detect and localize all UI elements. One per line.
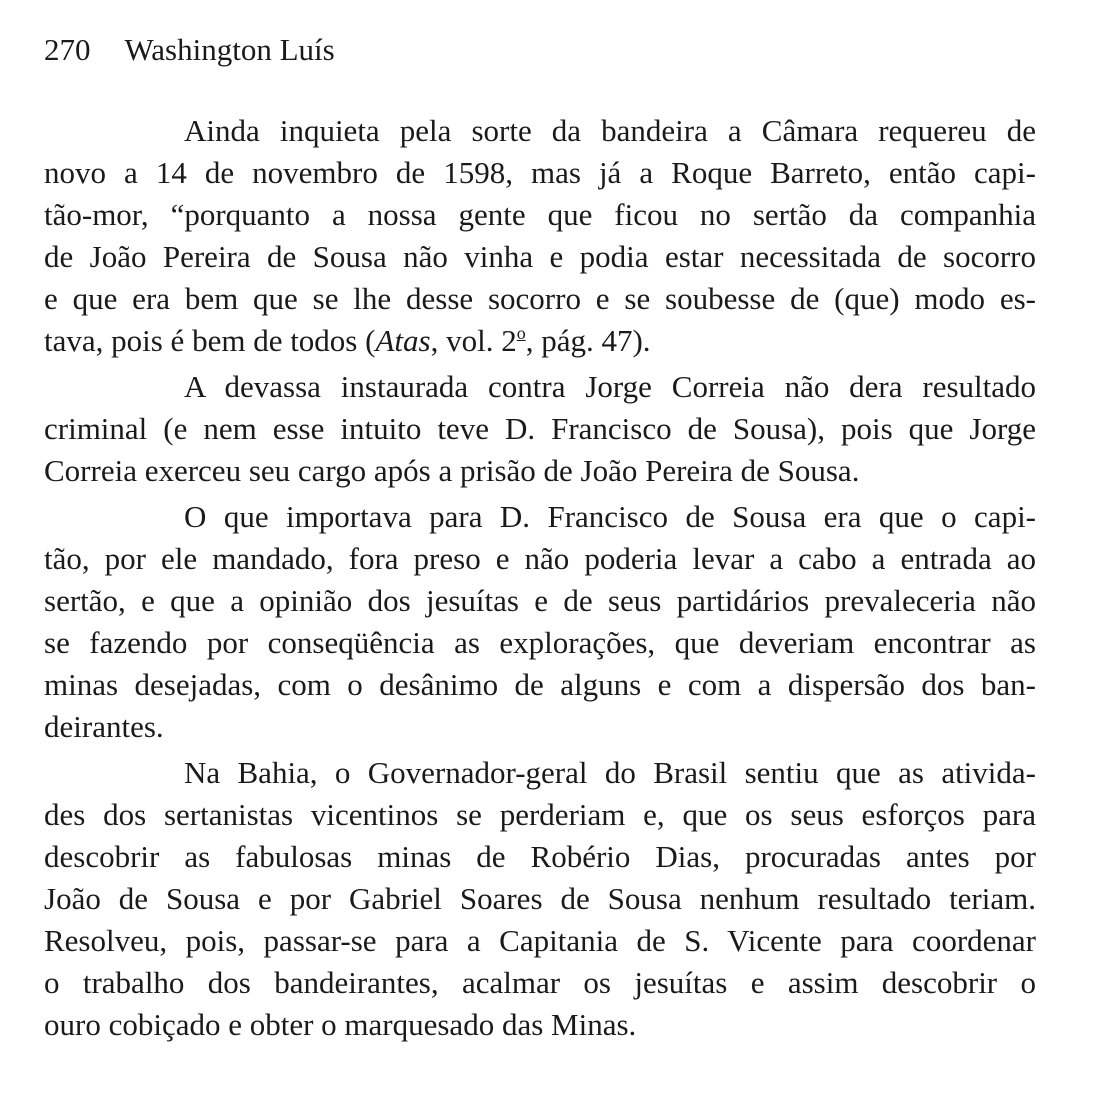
text-line-citation <box>44 320 1036 362</box>
text-line: novo a 14 de novembro de 1598, mas já a Roque Barreto, então capi- <box>44 155 1036 190</box>
running-head <box>44 30 335 70</box>
page-number: 270 <box>44 32 91 67</box>
text-line: de João Pereira de Sousa não vinha e podia estar necessitada de socorro <box>44 239 1036 274</box>
text-line: sertão, e que a opinião dos jesuítas e de seus partidários prevaleceria não <box>44 583 1036 618</box>
text-line: e que era bem que se lhe desse socorro e se soubesse de (que) modo es- <box>44 281 1036 316</box>
ordinal-superscript: o <box>516 323 526 343</box>
running-title: Washington Luís <box>124 32 335 67</box>
text-line: O que importava para D. Francisco de Sousa era que o capi- <box>184 499 1036 534</box>
text-line: João de Sousa e por Gabriel Soares de Sousa nenhum resultado teriam. <box>44 881 1036 916</box>
text-line: se fazendo por conseqüência as explorações, que deveriam encontrar as <box>44 625 1036 660</box>
citation-text-middle: , vol. 2 <box>430 323 517 358</box>
paragraph-2 <box>44 366 1036 492</box>
text-line: A devassa instaurada contra Jorge Correia não dera resultado <box>184 369 1036 404</box>
text-line: o trabalho dos bandeirantes, acalmar os jesuítas e assim descobrir o <box>44 965 1036 1000</box>
text-line: criminal (e nem esse intuito teve D. Francisco de Sousa), pois que Jorge <box>44 411 1036 446</box>
citation-text-before: tava, pois é bem de todos ( <box>44 323 376 358</box>
text-line: Na Bahia, o Governador-geral do Brasil sentiu que as ativida- <box>184 755 1036 790</box>
paragraph-1 <box>44 110 1036 362</box>
text-line: ouro cobiçado e obter o marquesado das Minas. <box>44 1007 637 1042</box>
text-line: Ainda inquieta pela sorte da bandeira a Câmara requereu de <box>184 113 1036 148</box>
text-line: tão, por ele mandado, fora preso e não poderia levar a cabo a entrada ao <box>44 541 1036 576</box>
citation-text-after: , pág. 47). <box>525 323 651 358</box>
text-line: Resolveu, pois, passar-se para a Capitania de S. Vicente para coordenar <box>44 923 1036 958</box>
text-line: Correia exerceu seu cargo após a prisão de João Pereira de Sousa. <box>44 453 860 488</box>
text-line: des dos sertanistas vicentinos se perderiam e, que os seus esforços para <box>44 797 1036 832</box>
text-line: deirantes. <box>44 709 164 744</box>
citation-italic-title: Atas <box>375 323 431 358</box>
text-line: minas desejadas, com o desânimo de alguns e com a dispersão dos ban- <box>44 667 1036 702</box>
text-line: tão-mor, “porquanto a nossa gente que ficou no sertão da companhia <box>44 197 1036 232</box>
text-line: descobrir as fabulosas minas de Robério Dias, procuradas antes por <box>44 839 1036 874</box>
body-text <box>44 110 1036 1046</box>
paragraph-4 <box>44 752 1036 1046</box>
paragraph-3 <box>44 496 1036 748</box>
